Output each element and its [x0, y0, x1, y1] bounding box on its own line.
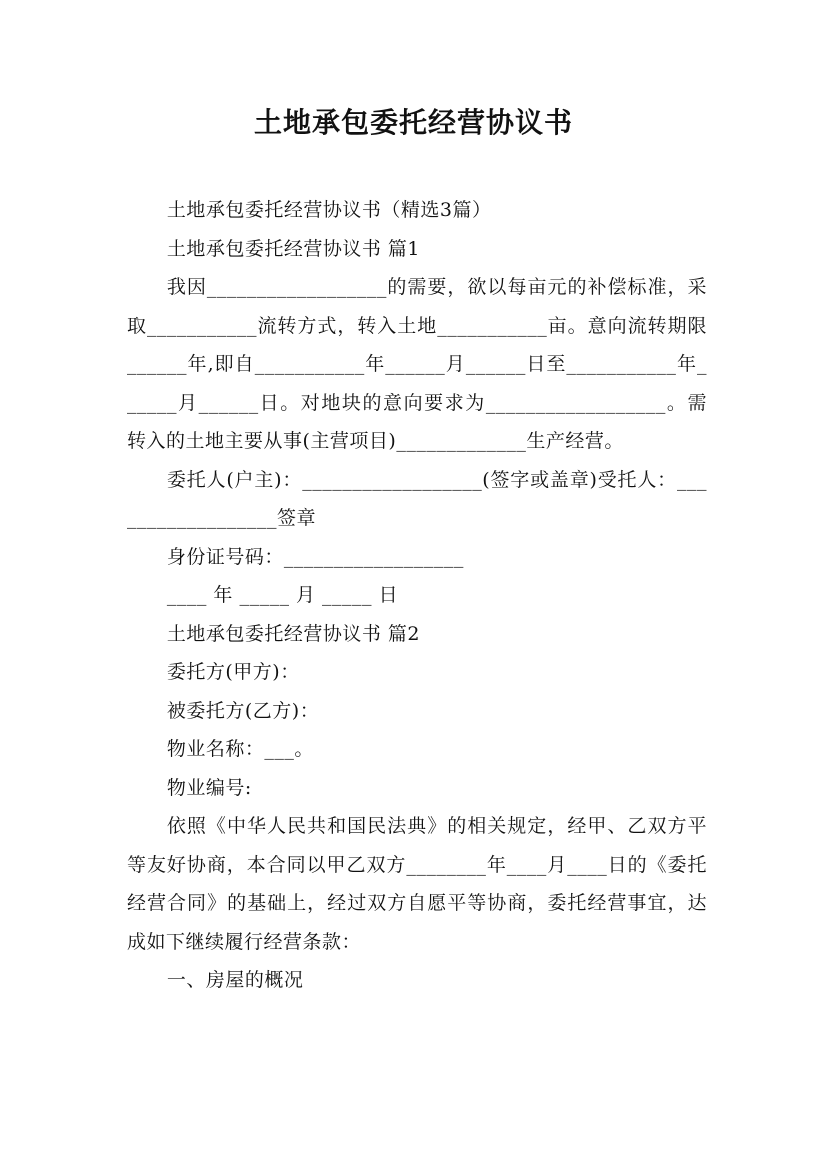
party-b-line: 被委托方(乙方)： — [166, 699, 320, 722]
paragraph-date-line: ____ 年 _____ 月 _____ 日 — [166, 584, 399, 606]
paragraph-agreement-basis: 依照《中华人民共和国民法典》的相关规定，经甲、乙双方平等友好协商，本合同以甲乙双方________年____月____日的《委托经营合同》的基础上，经过双方自愿平等协商，委托经营事宜，达成如下继续履行经营条款： — [127, 815, 707, 953]
collection-heading: 土地承包委托经营协议书（精选3篇） — [166, 199, 492, 221]
paragraph-transfer-request: 我因__________________的需要，欲以每亩元的补偿标准，采取___________流转方式，转入土地___________亩。意向流转期限______年,即自___________年______月______日至___________年______月______日。对地块的意向要求为__________________。需转入的土地主要从事(主营项目)_____________生产经营。 — [127, 276, 707, 452]
section-heading-2: 土地承包委托经营协议书 篇2 — [166, 622, 421, 645]
property-name-line: 物业名称：___。 — [166, 738, 314, 760]
document-title: 土地承包委托经营协议书 — [253, 106, 573, 139]
paragraph-id-number: 身份证号码：__________________ — [166, 545, 464, 568]
paragraph-signatures: 委托人(户主)：__________________(签字或盖章)受托人：__________________签章 — [127, 468, 707, 529]
document-body — [127, 191, 707, 1000]
section-heading-1: 土地承包委托经营协议书 篇1 — [166, 237, 421, 260]
property-number-line: 物业编号: — [166, 776, 252, 799]
subsection-heading-1: 一、房屋的概况 — [166, 969, 304, 991]
party-a-line: 委托方(甲方)： — [166, 661, 300, 683]
